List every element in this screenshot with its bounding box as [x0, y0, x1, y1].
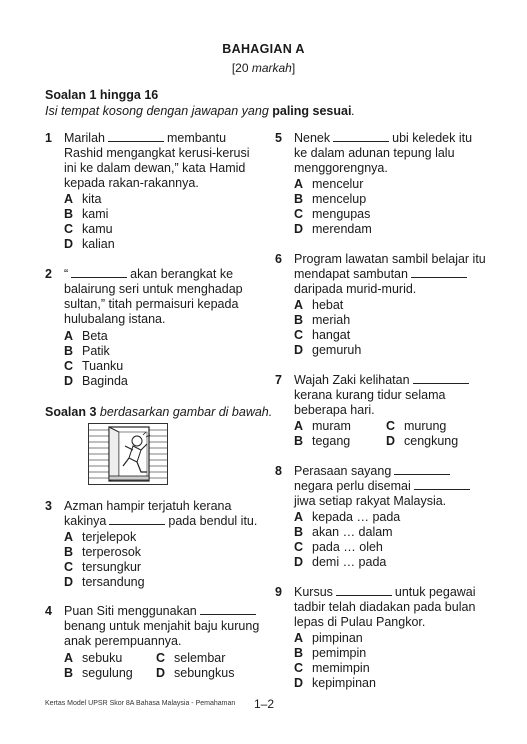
option-b[interactable]: B Patik [64, 344, 110, 358]
option-d[interactable]: D Baginda [64, 374, 128, 388]
option-b[interactable]: B akan … dalam [294, 525, 393, 539]
option-c[interactable]: C pada … oleh [294, 540, 383, 554]
option-c[interactable]: C kamu [64, 222, 113, 236]
page-number: 1–2 [254, 697, 275, 711]
answer-blank [108, 132, 164, 142]
option-a[interactable]: A pimpinan [294, 631, 363, 645]
question-8: 8 Perasaan sayang negara perlu disemai jiwa setiap rakyat Malaysia. A kepada … pada B akan … dalam C pada … oleh D demi … pada [275, 464, 490, 574]
option-a[interactable]: A hebat [294, 298, 344, 312]
option-c[interactable]: C tersungkur [64, 560, 142, 574]
option-b[interactable]: B meriah [294, 313, 351, 327]
option-c[interactable]: C mengupas [294, 207, 371, 221]
option-b[interactable]: B segulung [64, 666, 133, 680]
answer-blank [71, 268, 127, 278]
question-1: 1 Marilah membantu Rashid mengangkat kerusi-kerusi ini ke dalam dewan,” kata Hamid kepada rakan-rakannya. A kita B kami C kamu D kalian [45, 131, 250, 251]
option-d[interactable]: D merendam [294, 222, 372, 236]
option-a[interactable]: A mencelur [294, 177, 364, 191]
option-d[interactable]: D demi … pada [294, 555, 387, 569]
option-a[interactable]: A Beta [64, 329, 108, 343]
instruction: Isi tempat kosong dengan jawapan yang paling sesuai. [45, 104, 355, 118]
option-d[interactable]: D kalian [64, 237, 115, 251]
question-9: 9 Kursus untuk pegawai tadbir telah diadakan pada bulan lepas di Pulau Pangkor. A pimpinan B pemimpin C memimpin D kepimpinan [275, 585, 476, 690]
question-stem: Kursus untuk pegawai tadbir telah diadakan pada bulan lepas di Pulau Pangkor. [294, 585, 476, 629]
question-stem: “ akan berangkat ke balairung seri untuk menghadap sultan,” titah permaisuri kepada hulubalang istana. [64, 267, 243, 326]
answer-blank [333, 132, 389, 142]
option-a[interactable]: A muram [294, 419, 351, 433]
question-7: 7 Wajah Zaki kelihatan kerana kurang tidur selama beberapa hari. A muram C murung B tegang D cengkung [275, 373, 490, 453]
option-d[interactable]: D tersandung [64, 575, 145, 589]
question-stem: Puan Siti menggunakan benang untuk menjahit baju kurung anak perempuannya. [64, 604, 260, 648]
option-b[interactable]: B mencelup [294, 192, 367, 206]
question-stem: Azman hampir terjatuh kerana kakinya pada bendul itu. [64, 499, 258, 528]
option-a[interactable]: A sebuku [64, 651, 123, 665]
question-6: 6 Program lawatan sambil belajar itu mendapat sambutan daripada murid-murid. A hebat B meriah C hangat D gemuruh [275, 252, 486, 357]
answer-blank [414, 480, 470, 490]
answer-blank [413, 374, 469, 384]
option-d[interactable]: D gemuruh [294, 343, 362, 357]
marks-note: [20 markah] [231, 61, 296, 75]
option-a[interactable]: A kepada … pada [294, 510, 401, 524]
question-2: 2 “ akan berangkat ke balairung seri untuk menghadap sultan,” titah permaisuri kepada hulubalang istana. A Beta B Patik C Tuanku D Baginda [45, 267, 243, 388]
question-stem: Nenek ubi keledek itu ke dalam adunan tepung lalu menggorengnya. [294, 131, 473, 175]
question-stem: Marilah membantu Rashid mengangkat kerusi-kerusi ini ke dalam dewan,” kata Hamid kepada rakan-rakannya. [64, 131, 250, 190]
option-d[interactable]: D cengkung [386, 434, 459, 448]
answer-blank [394, 465, 450, 475]
option-a[interactable]: A terjelepok [64, 530, 137, 544]
question-stem: Perasaan sayang negara perlu disemai jiwa setiap rakyat Malaysia. [294, 464, 473, 509]
option-b[interactable]: B terperosok [64, 545, 142, 559]
footer-source: Kertas Model UPSR Skor 8A Bahasa Malaysia - Pemahaman [45, 700, 236, 707]
option-b[interactable]: B pemimpin [294, 646, 367, 660]
question-5: 5 Nenek ubi keledek itu ke dalam adunan tepung lalu menggorengnya. A mencelur B mencelup C mengupas D merendam [275, 131, 473, 236]
answer-blank [109, 515, 165, 525]
option-a[interactable]: A kita [64, 192, 102, 206]
question-4: 4 Puan Siti menggunakan benang untuk menjahit baju kurung anak perempuannya. A sebuku C selembar B segulung D sebungkus [45, 604, 260, 680]
option-b[interactable]: B tegang [294, 434, 351, 448]
option-c[interactable]: C hangat [294, 328, 351, 342]
boy-tripping-at-door-illustration [88, 423, 168, 485]
option-d[interactable]: D sebungkus [156, 666, 235, 680]
option-c[interactable]: C murung [386, 419, 447, 433]
image-caption: Soalan 3 berdasarkan gambar di bawah. [45, 405, 273, 419]
option-b[interactable]: B kami [64, 207, 109, 221]
answer-blank [336, 586, 392, 596]
option-c[interactable]: C selembar [156, 651, 226, 665]
option-c[interactable]: C Tuanku [64, 359, 124, 373]
option-c[interactable]: C memimpin [294, 661, 370, 675]
answer-blank [200, 605, 256, 615]
question-stem: Wajah Zaki kelihatan kerana kurang tidur selama beberapa hari. [294, 373, 472, 418]
section-title: BAHAGIAN A [222, 42, 305, 56]
question-range-heading: Soalan 1 hingga 16 [45, 88, 159, 102]
option-d[interactable]: D kepimpinan [294, 676, 376, 690]
answer-blank [411, 268, 467, 278]
question-3: 3 Azman hampir terjatuh kerana kakinya pada bendul itu. A terjelepok B terperosok C tersungkur D tersandung [45, 499, 258, 589]
question-stem: Program lawatan sambil belajar itu mendapat sambutan daripada murid-murid. [294, 252, 486, 296]
